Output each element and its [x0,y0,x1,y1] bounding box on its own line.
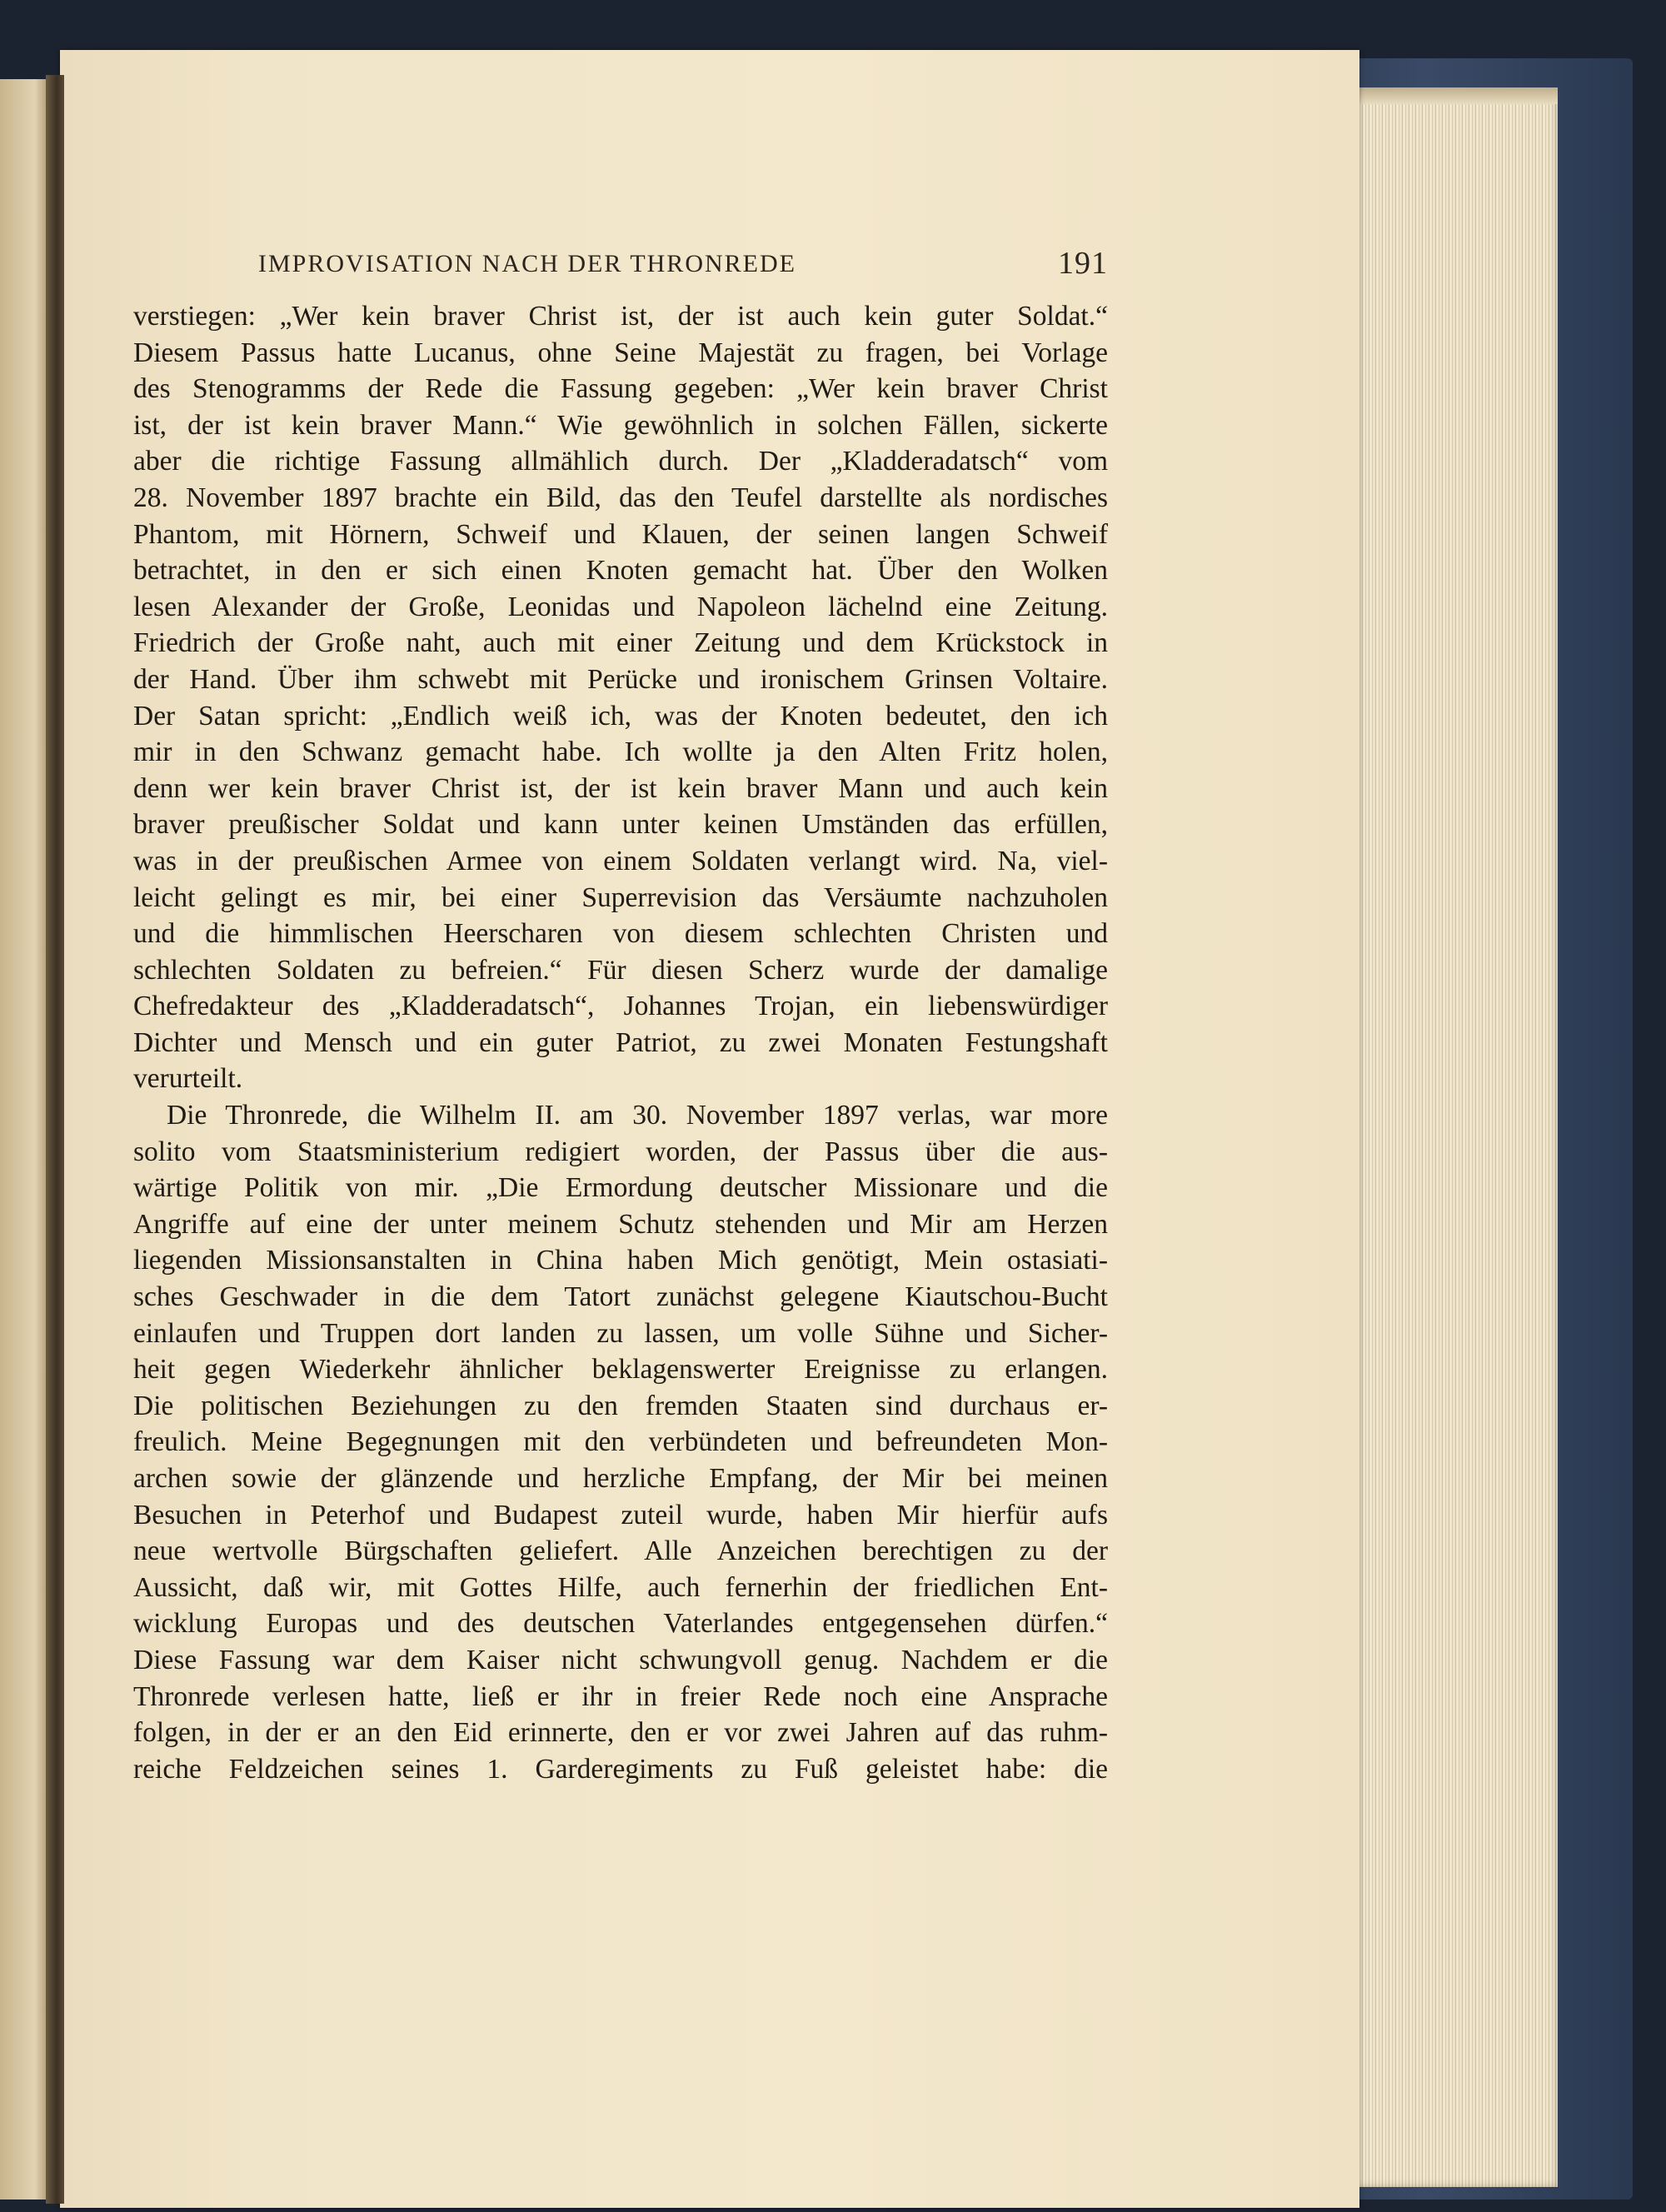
text-line: liegenden Missionsanstalten in China haben Mich genötigt, Mein ostasiati- [133,1245,1108,1276]
text-line: Der Satan spricht: „Endlich weiß ich, was der Knoten bedeutet, den ich [133,700,1108,732]
text-line: neue wertvolle Bürgschaften geliefert. Alle Anzeichen berechtigen zu der [133,1535,1108,1567]
text-line: verstiegen: „Wer kein braver Christ ist, der ist auch kein guter Soldat.“ [133,301,1108,332]
facing-page-edge [0,79,50,2200]
book-gutter [46,75,64,2204]
text-line: Chefredakteur des „Kladderadatsch“, Johannes Trojan, ein liebenswürdiger [133,991,1108,1022]
text-line: sches Geschwader in die dem Tatort zunächst gelegene Kiautschou-Bucht [133,1281,1108,1313]
text-line: reiche Feldzeichen seines 1. Garderegiments zu Fuß geleistet habe: die [133,1753,1108,1785]
text-line: Friedrich der Große naht, auch mit einer Zeitung und dem Krückstock in [133,627,1108,659]
text-line: Die Thronrede, die Wilhelm II. am 30. November 1897 verlas, war more [167,1100,1108,1131]
text-line: lesen Alexander der Große, Leonidas und Napoleon lächelnd eine Zeitung. [133,591,1108,622]
text-line: aber die richtige Fassung allmählich durch. Der „Kladderadatsch“ vom [133,446,1108,477]
text-line: Die politischen Beziehungen zu den fremden Staaten sind durchaus er- [133,1390,1108,1421]
page-number: 191 [1058,246,1108,281]
text-line: Aussicht, daß wir, mit Gottes Hilfe, auch fernerhin der friedlichen Ent- [133,1571,1108,1603]
body-text [133,298,1108,1787]
text-line: denn wer kein braver Christ ist, der ist kein braver Mann und auch kein [133,772,1108,804]
text-line: was in der preußischen Armee von einem Soldaten verlangt wird. Na, viel- [133,845,1108,876]
text-line: freulich. Meine Begegnungen mit den verbündeten und befreundeten Mon- [133,1426,1108,1458]
page-edges [1349,87,1558,2187]
text-line: archen sowie der glänzende und herzliche Empfang, der Mir bei meinen [133,1463,1108,1494]
text-line: ist, der ist kein braver Mann.“ Wie gewöhnlich in solchen Fällen, sickerte [133,409,1108,441]
text-line: heit gegen Wiederkehr ähnlicher beklagenswerter Ereignisse zu erlangen. [133,1354,1108,1386]
text-line: Diesem Passus hatte Lucanus, ohne Seine Majestät zu fragen, bei Vorlage [133,337,1108,368]
text-line: verurteilt. [133,1063,243,1095]
text-line: schlechten Soldaten zu befreien.“ Für diesen Scherz wurde der damalige [133,954,1108,986]
text-line: leicht gelingt es mir, bei einer Superrevision das Versäumte nachzuholen [133,881,1108,913]
text-line: des Stenogramms der Rede die Fassung gegeben: „Wer kein braver Christ [133,373,1108,405]
text-line: der Hand. Über ihm schwebt mit Perücke und ironischem Grinsen Voltaire. [133,663,1108,695]
text-line: betrachtet, in den er sich einen Knoten gemacht hat. Über den Wolken [133,555,1108,587]
text-line: mir in den Schwanz gemacht habe. Ich wollte ja den Alten Fritz holen, [133,737,1108,768]
text-line: braver preußischer Soldat und kann unter keinen Umständen das erfüllen, [133,809,1108,841]
text-line: 28. November 1897 brachte ein Bild, das den Teufel darstellte als nordisches [133,482,1108,513]
text-line: Thronrede verlesen hatte, ließ er ihr in freier Rede noch eine Ansprache [133,1680,1108,1712]
text-line: Besuchen in Peterhof und Budapest zuteil wurde, haben Mir hierfür aufs [133,1499,1108,1530]
text-line: folgen, in der er an den Eid erinnerte, den er vor zwei Jahren auf das ruhm- [133,1717,1108,1749]
text-line: wärtige Politik von mir. „Die Ermordung deutscher Missionare und die [133,1172,1108,1204]
text-line: Dichter und Mensch und ein guter Patriot, zu zwei Monaten Festungshaft [133,1026,1108,1058]
text-line: Phantom, mit Hörnern, Schweif und Klauen, der seinen langen Schweif [133,518,1108,550]
text-line: Diese Fassung war dem Kaiser nicht schwungvoll genug. Nachdem er die [133,1644,1108,1675]
text-line: und die himmlischen Heerscharen von diesem schlechten Christen und [133,918,1108,950]
page-edges-top [1349,87,1558,104]
text-line: solito vom Staatsministerium redigiert worden, der Passus über die aus- [133,1136,1108,1167]
text-line: wicklung Europas und des deutschen Vaterlandes entgegensehen dürfen.“ [133,1608,1108,1640]
text-line: Angriffe auf eine der unter meinem Schutz stehenden und Mir am Herzen [133,1208,1108,1240]
page-header [258,246,1108,292]
text-line: einlaufen und Truppen dort landen zu lassen, um volle Sühne und Sicher- [133,1317,1108,1349]
running-head: IMPROVISATION NACH DER THRONREDE [258,250,796,277]
